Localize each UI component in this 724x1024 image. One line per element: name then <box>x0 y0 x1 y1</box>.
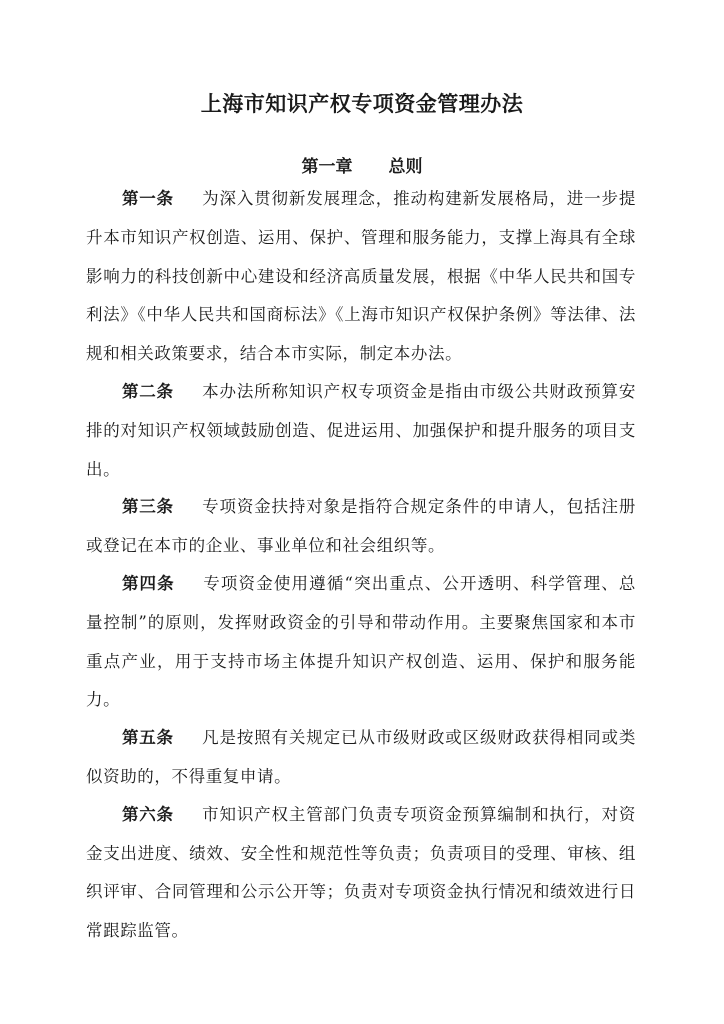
chapter-heading <box>0 152 724 177</box>
chapter-name: 总则 <box>388 157 423 177</box>
chapter-number: 第一章 <box>301 157 353 177</box>
article-label: 第五条 <box>122 728 174 748</box>
article-2 <box>86 373 636 489</box>
article-text: 凡是按照有关规定已从市级财政或区级财政获得相同或类似资助的，不得重复申请。 <box>86 728 637 786</box>
article-3 <box>86 488 636 566</box>
article-text: 市知识产权主管部门负责专项资金预算编制和执行，对资金支出进度、绩效、安全性和规范性等负责；负责项目的受理、审核、组织评审、合同管理和公示公开等；负责对专项资金执行情况和绩效进行日常跟踪监管。 <box>86 804 637 941</box>
article-text: 专项资金扶持对象是指符合规定条件的申请人，包括注册或登记在本市的企业、事业单位和社会组织等。 <box>86 497 637 556</box>
article-6 <box>86 796 636 951</box>
article-text: 本办法所称知识产权专项资金是指由市级公共财政预算安排的对知识产权领域鼓励创造、促进运用、加强保护和提升服务的项目支出。 <box>86 381 637 479</box>
document-title: 上海市知识产权专项资金管理办法 <box>200 92 524 116</box>
article-label: 第二条 <box>122 381 174 401</box>
articles-body <box>86 180 636 950</box>
article-text: 为深入贯彻新发展理念，推动构建新发展格局，进一步提升本市知识产权创造、运用、保护、管理和服务能力，支撑上海具有全球影响力的科技创新中心建设和经济高质量发展，根据《中华人民共和国专利法》《中华人民共和国商标法》《上海市知识产权保护条例》等法律、法规和相关政策要求，结合本市实际，制定本办法。 <box>86 189 637 364</box>
article-5 <box>86 719 636 797</box>
article-4 <box>86 565 636 720</box>
article-label: 第四条 <box>122 573 175 593</box>
article-label: 第六条 <box>122 804 174 824</box>
article-text: 专项资金使用遵循“突出重点、公开透明、科学管理、总量控制”的原则，发挥财政资金的引导和带动作用。主要聚焦国家和本市重点产业，用于支持市场主体提升知识产权创造、运用、保护和服务能力。 <box>86 573 637 710</box>
article-1 <box>86 180 636 374</box>
article-label: 第三条 <box>122 497 174 517</box>
article-label: 第一条 <box>122 189 174 208</box>
